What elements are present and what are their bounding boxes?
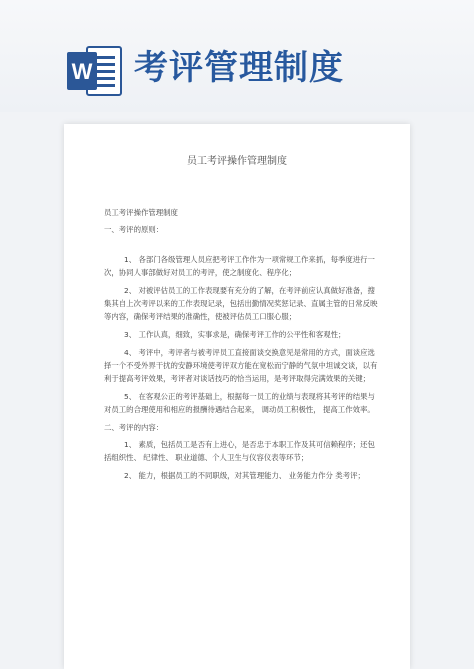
paragraph: 1、 各部门各级管理人员应把考评工作作为一项常规工作来抓，每季度进行一次，协同人事部做好对员工的考评，使之制度化、程序化； [104,255,375,277]
banner [0,0,474,112]
page-title: 考评管理制度 [134,48,344,88]
paragraph: 3、 工作认真，细致，实事求是，确保考评工作的公平性和客观性； [124,330,346,339]
paragraph: 2、 能力，根据员工的不同职级，对其管理能力、 业务能力作分 类考评； [124,471,365,480]
document-page [64,124,410,669]
paragraph: 1、 素质，包括员工是否有上进心，是否忠于本职工作及其可信赖程序；还包括组织性、 纪律性、 职业道德、个人卫生与仪容仪表等环节； [104,440,375,462]
paragraph: 2、 对被评估员工的工作表现要有充分的了解，在考评前应认真做好准备，搜集其自上次考评以来的工作表现记录，包括出勤情况奖惩记录、直属主管的日常反映等内容，确保考评结果的准确性，使被评估员工口服心服； [104,286,378,321]
section-heading: 二、考评的内容： [104,423,164,432]
paragraph: 4、 考评中，考评者与被考评员工直接面谈交换意见是常用的方式，面谈应选择一个不受外界干扰的安静环境使考评双方能在宽松而宁静的气氛中坦诚交谈，以有利于提高考评效果，考评者对谈话技巧的恰当运用，是考评取得完满效果的关键； [104,348,378,383]
document-title: 员工考评操作管理制度 [187,156,287,167]
section-heading: 一、考评的原则： [104,225,164,234]
svg-text:W: W [71,59,93,84]
doc-subtitle: 员工考评操作管理制度 [104,208,178,217]
paragraph: 5、 在客观公正的考评基础上，根据每一员工的业绩与表现将其考评的结果与对员工的合理使用和相应的报酬待遇结合起来， 调动员工积极性， 提高工作效率。 [104,392,375,414]
word-document-icon [65,44,123,98]
document-body [104,206,378,487]
spacer [104,240,378,253]
